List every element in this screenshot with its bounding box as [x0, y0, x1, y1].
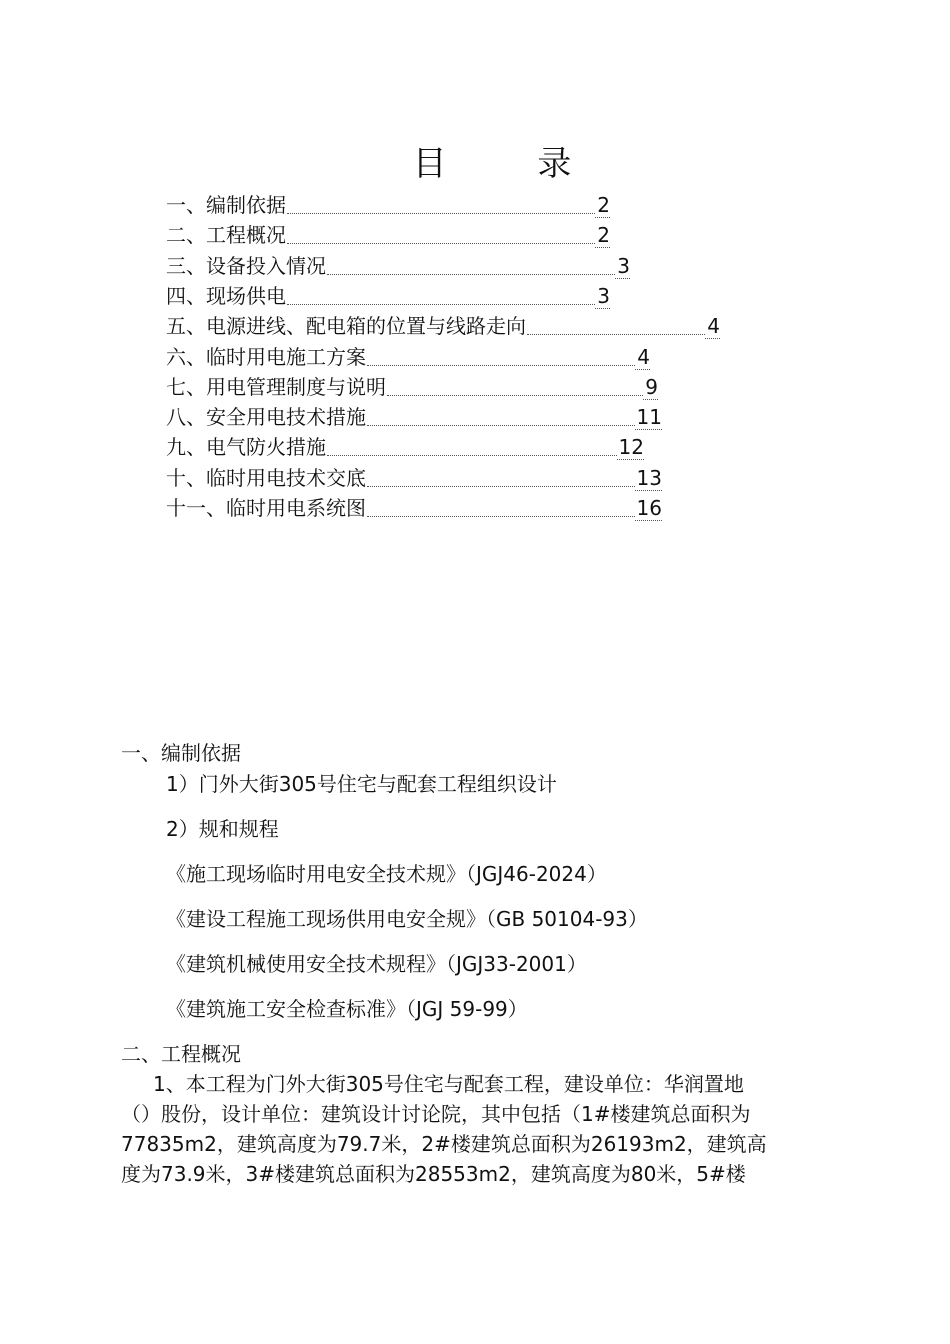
paragraph-line: 77835m2，建筑高度为79.7米，2#楼建筑总面积为26193m2，建筑高 — [121, 1132, 767, 1156]
paragraph-line: 度为73.9米，3#楼建筑总面积为28553m2，建筑高度为80米，5#楼 — [121, 1162, 746, 1186]
toc-title: 目 录 — [412, 144, 612, 184]
basis-item: 2）规和规程 — [166, 817, 279, 841]
toc-leader — [287, 242, 595, 244]
toc-leader — [387, 394, 643, 396]
toc-leader — [367, 424, 635, 426]
toc-entry-label: 四、现场供电 — [166, 284, 286, 308]
toc-leader — [327, 273, 615, 275]
toc-entry-page: 4 — [637, 345, 650, 369]
toc-leader — [527, 333, 705, 335]
standard-reference: 《建筑施工安全检查标准》（JGJ 59-99） — [166, 997, 528, 1021]
toc-entry-label: 十一、临时用电系统图 — [166, 496, 366, 520]
toc-entry[interactable] — [166, 493, 662, 521]
toc-entry-page: 3 — [597, 284, 610, 308]
toc-entry-label: 五、电源进线、配电箱的位置与线路走向 — [166, 314, 526, 338]
toc-entry-label: 七、用电管理制度与说明 — [166, 375, 386, 399]
toc-entry[interactable] — [166, 402, 662, 430]
toc-entry-label: 十、临时用电技术交底 — [166, 466, 366, 490]
toc-entry-page: 3 — [617, 254, 630, 278]
toc-leader — [287, 303, 595, 305]
toc-entry[interactable] — [166, 190, 610, 218]
toc-entry-page: 16 — [636, 496, 662, 520]
toc-entry-page: 4 — [707, 314, 720, 338]
toc-entry-page: 13 — [636, 466, 662, 490]
toc-entry-label: 九、电气防火措施 — [166, 435, 326, 459]
toc-entry[interactable] — [166, 251, 630, 279]
toc-entry[interactable] — [166, 463, 662, 491]
toc-entry-page: 12 — [618, 435, 644, 459]
section-heading: 二、工程概况 — [121, 1042, 241, 1066]
toc-entry-page: 11 — [636, 405, 662, 429]
overview-paragraph — [121, 1069, 861, 1189]
toc-leader — [287, 212, 595, 214]
toc-entry-label: 三、设备投入情况 — [166, 254, 326, 278]
toc-leader — [367, 485, 635, 487]
toc-entry-label: 八、安全用电技术措施 — [166, 405, 366, 429]
paragraph-line: 1、本工程为门外大街305号住宅与配套工程，建设单位：华润置地 — [153, 1072, 744, 1096]
toc-entry[interactable] — [166, 220, 610, 248]
toc-entry-page: 9 — [645, 375, 658, 399]
toc-entry[interactable] — [166, 342, 650, 370]
section-heading: 一、编制依据 — [121, 741, 241, 765]
toc-entry[interactable] — [166, 432, 644, 460]
toc-entry[interactable] — [166, 311, 720, 339]
standard-reference: 《施工现场临时用电安全技术规》（JGJ46-2024） — [166, 862, 607, 886]
toc-leader — [327, 454, 617, 456]
toc-entry-label: 二、工程概况 — [166, 223, 286, 247]
toc-entry-label: 六、临时用电施工方案 — [166, 345, 366, 369]
paragraph-line: （）股份，设计单位：建筑设计讨论院，其中包括（1#楼建筑总面积为 — [121, 1102, 751, 1126]
toc-entry[interactable] — [166, 372, 658, 400]
basis-item: 1）门外大街305号住宅与配套工程组织设计 — [166, 772, 557, 796]
toc-leader — [367, 364, 635, 366]
standard-reference: 《建设工程施工现场供用电安全规》（GB 50104-93） — [166, 907, 648, 931]
toc-entry-page: 2 — [597, 193, 610, 217]
standard-reference: 《建筑机械使用安全技术规程》（JGJ33-2001） — [166, 952, 587, 976]
toc-entry-label: 一、编制依据 — [166, 193, 286, 217]
toc-entry-page: 2 — [597, 223, 610, 247]
toc-leader — [367, 515, 635, 517]
toc-entry[interactable] — [166, 281, 610, 309]
